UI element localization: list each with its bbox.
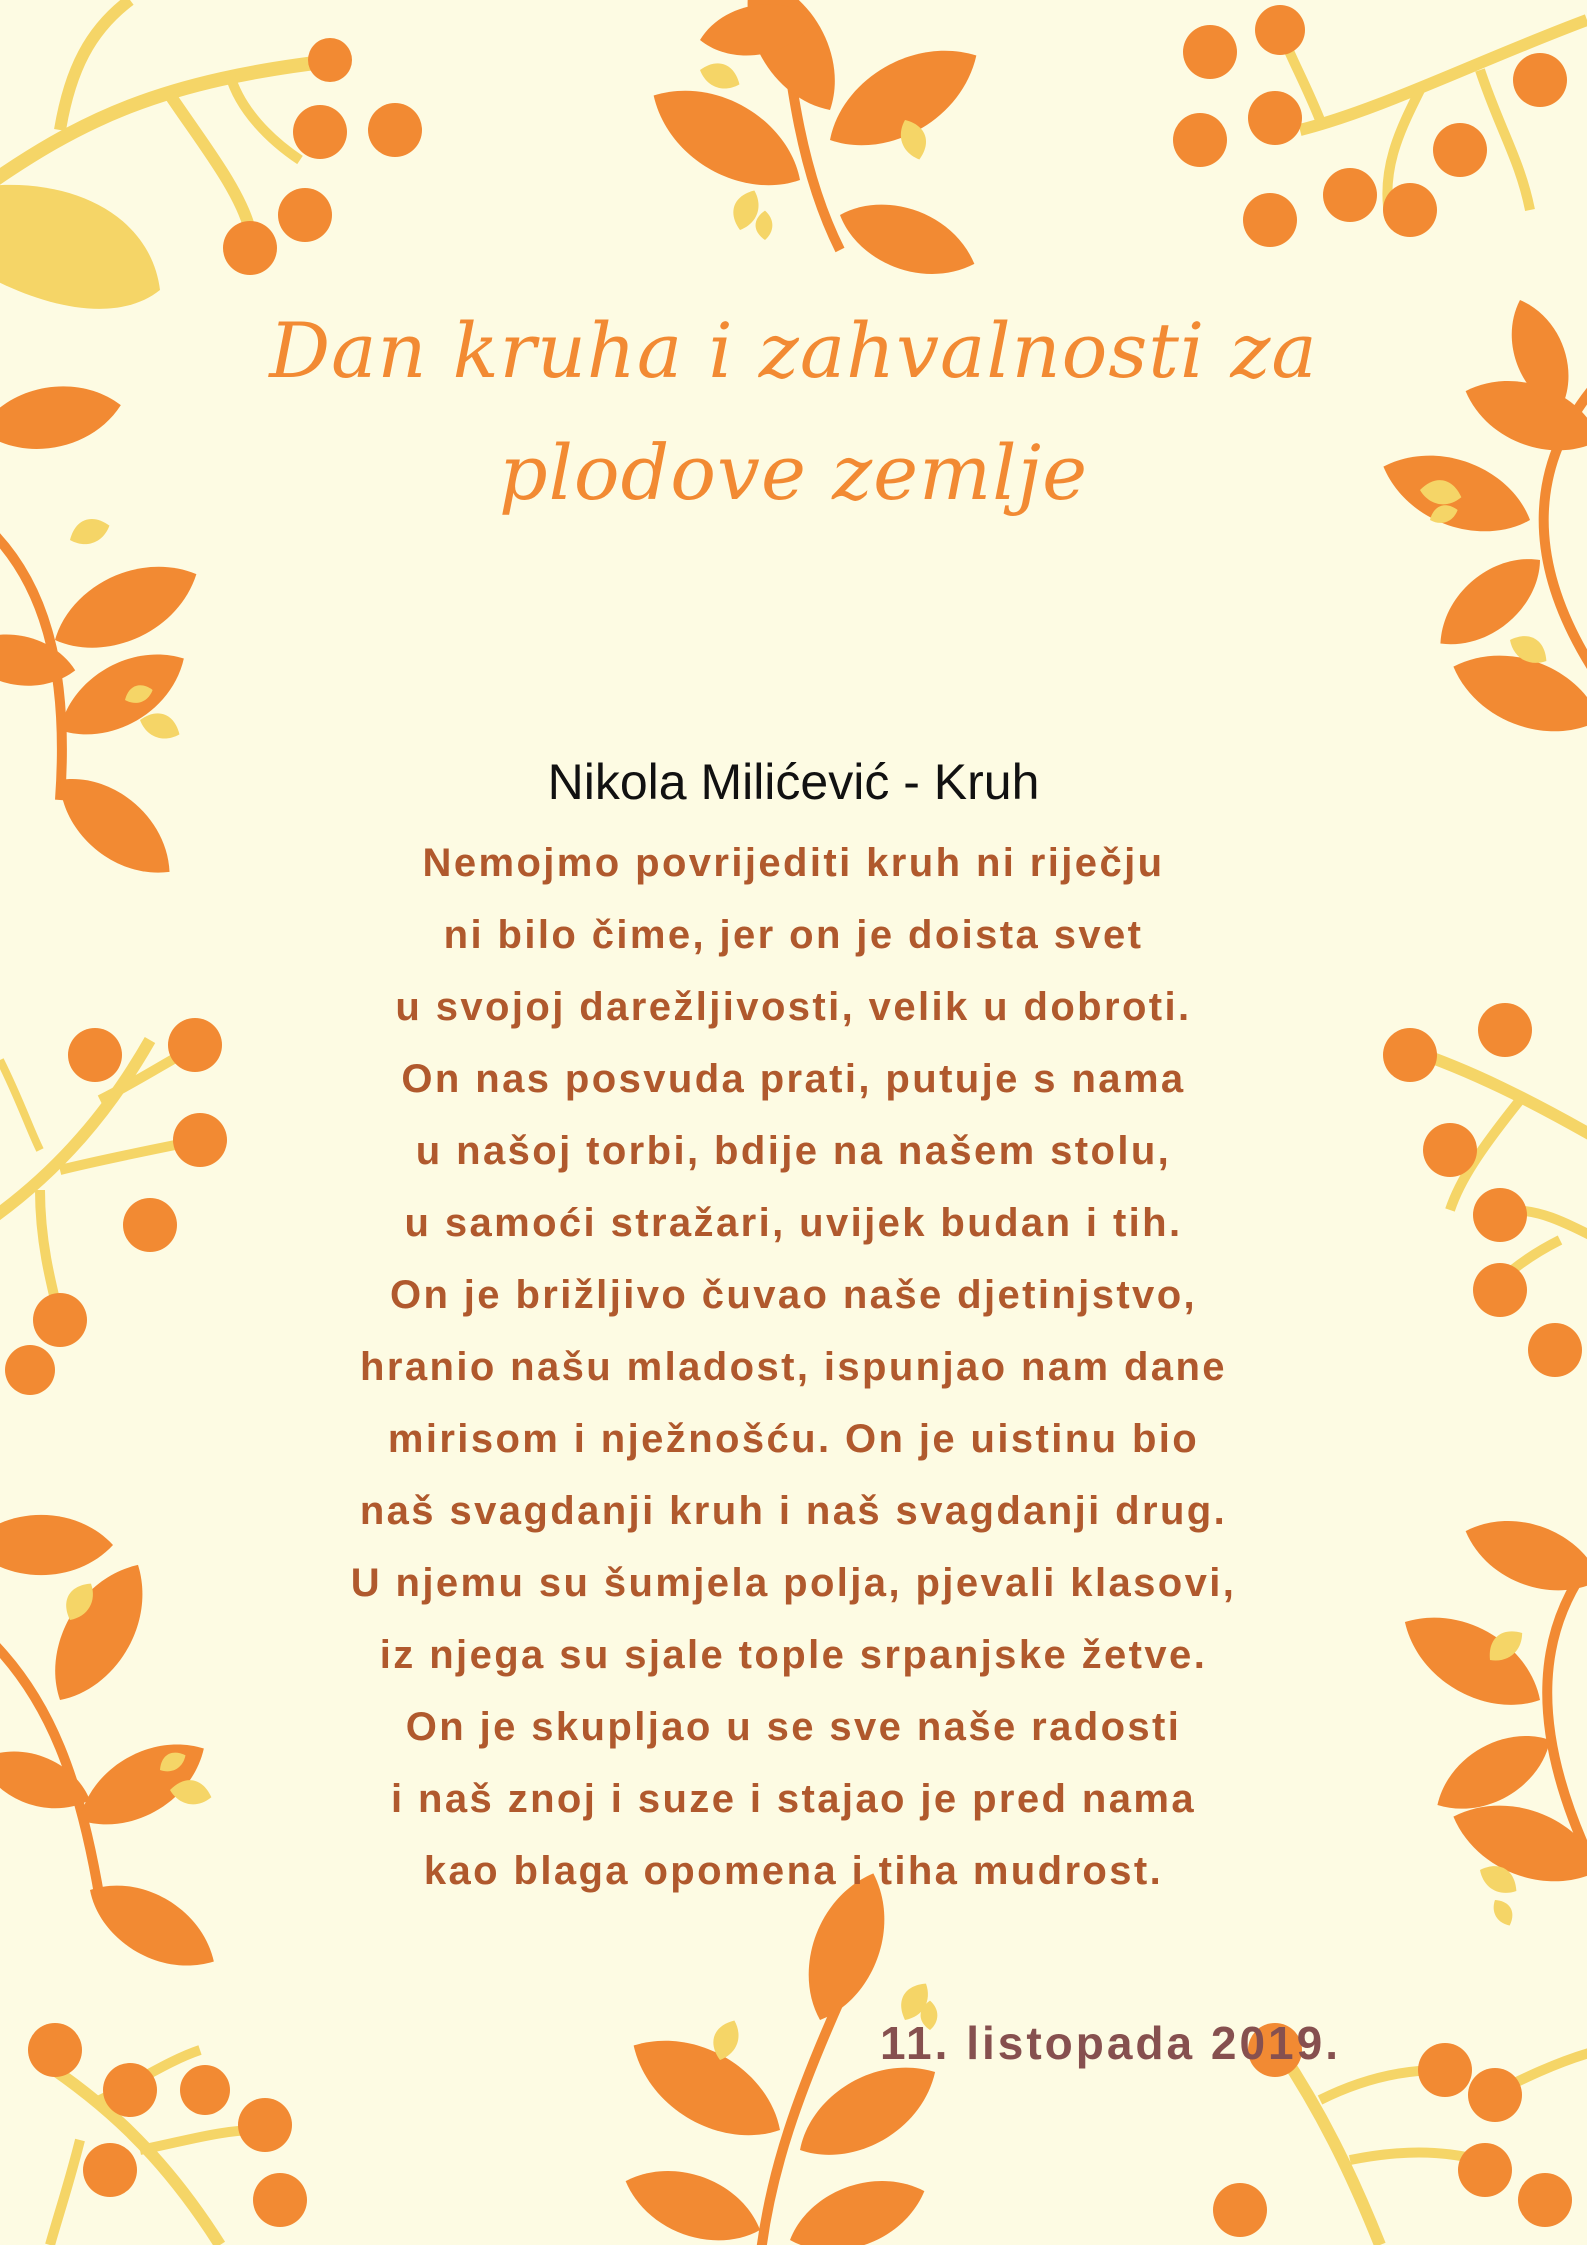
poem-line: iz njega su sjale tople srpanjske žetve.: [379, 1633, 1208, 1677]
corner-bottom-left-branch: [28, 2023, 307, 2245]
poem-line: kao blaga opomena i tiha mudrost.: [423, 1849, 1164, 1893]
poem-line: hranio našu mladost, ispunjao nam dane: [360, 1345, 1227, 1389]
corner-top-right-branch: [1173, 5, 1587, 247]
title-line-1: Dan kruha i zahvalnosti za: [269, 306, 1318, 395]
poem-line: u našoj torbi, bdije na našem stolu,: [415, 1129, 1172, 1173]
poem-line: Nemojmo povrijediti kruh ni riječju: [422, 841, 1165, 885]
poem-line: On je skupljao u se sve naše radosti: [405, 1705, 1182, 1749]
poem-line: On je brižljivo čuvao naše djetinjstvo,: [389, 1273, 1198, 1317]
poem-line: mirisom i nježnošću. On je uistinu bio: [387, 1417, 1200, 1461]
poem-line: u svojoj darežljivosti, velik u dobroti.: [395, 985, 1192, 1029]
poem-line: ni bilo čime, jer on je doista svet: [443, 913, 1144, 957]
poem-line: naš svagdanji kruh i naš svagdanji drug.: [359, 1489, 1228, 1533]
event-date: 11. listopada 2019.: [880, 2017, 1342, 2069]
poem-text: [0, 827, 1587, 1907]
poem-line: u samoći stražari, uvijek budan i tih.: [404, 1201, 1183, 1245]
corner-top-left-branch: [0, 0, 422, 309]
poem-line: On nas posvuda prati, putuje s nama: [401, 1057, 1186, 1101]
top-center-leaf-cluster: [636, 0, 994, 292]
poem-author-title: Nikola Milićević - Kruh: [547, 754, 1040, 810]
page-title: [0, 290, 1587, 534]
poem-line: i naš znoj i suze i stajao je pred nama: [391, 1777, 1196, 1821]
title-line-2: plodove zemlje: [498, 428, 1089, 517]
poem-line: U njemu su šumjela polja, pjevali klasovi,: [350, 1561, 1237, 1605]
